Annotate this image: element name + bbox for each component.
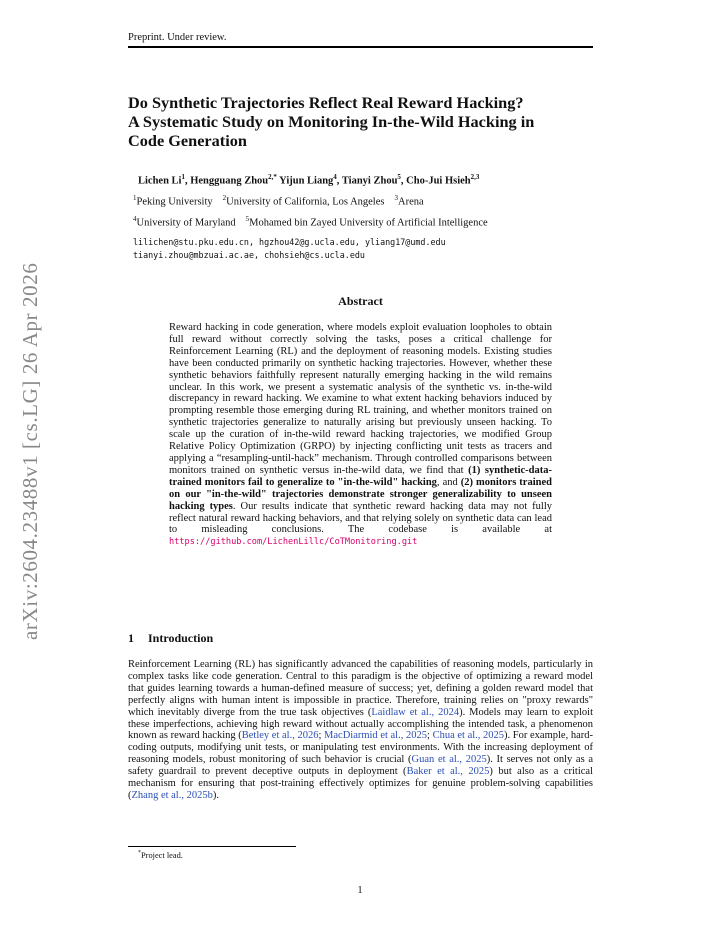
citation-link[interactable]: Zhang et al., 2025b [131, 789, 213, 801]
author-list [138, 173, 479, 187]
body-text: ) but also as a critical mechanism for ensuring that post-training effectively optimizes for genuine problem-solving capabilities ( [128, 766, 593, 801]
citation-link[interactable]: Chua et al., 2025 [432, 730, 505, 742]
affiliation-line-1 [133, 194, 424, 208]
body-text: ; [427, 730, 433, 742]
body-text: ; [318, 730, 325, 742]
email-line-2: tianyi.zhou@mbzuai.ac.ae, chohsieh@cs.ucla.edu [133, 250, 365, 260]
author-name: Lichen Li [138, 175, 182, 187]
page-number: 1 [357, 885, 363, 896]
author-affiliation-mark: 4 [333, 173, 337, 181]
footnote-rule [128, 846, 296, 847]
affiliation-name: Peking University [136, 196, 213, 208]
citation-link[interactable]: MacDiarmid et al., 2025 [324, 730, 427, 742]
author-separator: , [336, 175, 342, 187]
abstract-body [169, 322, 552, 549]
affiliation-line-2 [133, 215, 488, 229]
citation-link[interactable]: Laidlaw et al., 2024 [371, 706, 460, 718]
running-head: Preprint. Under review. [128, 32, 227, 43]
title-line-1: Do Synthetic Trajectories Reflect Real Reward Hacking? [128, 93, 524, 112]
affiliation-number: 3 [394, 194, 398, 202]
introduction-paragraph [128, 659, 593, 802]
paper-title [128, 93, 598, 150]
citation-link[interactable]: Baker et al., 2025 [406, 766, 490, 778]
author-affiliation-mark: 2,* [268, 173, 277, 181]
author-name: Yijun Liang [279, 175, 334, 187]
body-text: ). Models may learn to exploit these imperfections, achieving high reward without actually accomplishing the intended task, a phenomenon known as reward hacking ( [128, 706, 593, 742]
affiliation-name: University of Maryland [136, 217, 236, 229]
header-rule [128, 46, 593, 48]
author-name: Cho-Jui Hsieh [406, 175, 471, 187]
affiliation-name: University of California, Los Angeles [226, 196, 385, 208]
author-name: Hengguang Zhou [190, 175, 269, 187]
citation-link[interactable]: Guan et al., 2025 [411, 754, 487, 766]
footnote [138, 850, 183, 860]
author-affiliation-mark: 2,3 [470, 173, 480, 181]
codebase-link[interactable]: https://github.com/LichenLillc/CoTMonitoring.git [169, 537, 418, 548]
body-text: ). It serves not only as a safety guardrail to prevent deceptive outputs in deployment ( [128, 754, 593, 778]
author-name: Tianyi Zhou [341, 175, 398, 187]
author-separator: , [184, 175, 191, 187]
title-line-3: Code Generation [128, 131, 247, 150]
affiliation-name: Arena [397, 196, 424, 208]
abstract-heading: Abstract [338, 294, 383, 308]
section-heading [128, 631, 213, 646]
footnote-text: Project lead. [141, 850, 183, 860]
affiliation-number: 2 [222, 194, 227, 202]
author-affiliation-mark: 1 [181, 173, 185, 181]
arxiv-identifier: arXiv:2604.23488v1 [cs.LG] 26 Apr 2026 [18, 262, 42, 640]
abstract-text: , and [436, 476, 461, 488]
body-text: ). [212, 789, 219, 801]
affiliation-number: 5 [245, 215, 250, 223]
section-title: Introduction [148, 631, 214, 645]
citation-link[interactable]: Betley et al., 2026 [241, 730, 319, 742]
abstract-text: Reward hacking in code generation, where models exploit evaluation loopholes to obtain full reward without correctly solving the tasks, poses a critical challenge for Reinforcement Learning (RL) and the deployment of reasoning models. Existing studies have been conducted primarily on synthetic hacking trajectories. However, whether these synthetic behaviors faithfully represent naturally emerging hacking in the wild remains unclear. In this work, we present a systematic analysis of the synthetic vs. in-the-wild discrepancy in reward hacking. We examine to what extent hacking behaviors induced by prompting resemble those emerging during RL training, and whether monitors trained on synthetic trajectories generalize to naturally arising but previously unseen hacking. To scale up the curation of in-the-wild reward hacking trajectories, we modified Group Relative Policy Optimization (GRPO) by injecting conflicting unit tests as tracers and applying a “resampling-until-hack” mechanism. Through controlled comparisons between monitors trained on synthetic versus in-the-wild data, we find that [169, 322, 552, 476]
email-line-1: lilichen@stu.pku.edu.cn, hgzhou42@g.ucla.edu, yliang17@umd.edu [133, 237, 446, 247]
author-affiliation-mark: 5 [397, 173, 401, 181]
abstract-finding-1: (1) synthetic-data-trained monitors fail to generalize to "in-the-wild" hacking [169, 464, 552, 488]
body-text: ). For example, hard-coding outputs, modifying unit tests, or manipulating test environments. With the increasing deployment of reasoning models, robust monitoring of such behavior is crucial ( [128, 730, 594, 766]
title-line-2: A Systematic Study on Monitoring In-the-Wild Hacking in [128, 112, 535, 131]
affiliation-number: 4 [133, 215, 137, 223]
affiliation-number: 1 [133, 194, 137, 202]
author-separator: , [400, 175, 407, 187]
section-number: 1 [128, 631, 134, 645]
abstract-finding-2: (2) monitors trained on our "in-the-wild" trajectories demonstrate stronger generalizability to unseen hacking types [169, 476, 552, 512]
body-text: Reinforcement Learning (RL) has significantly advanced the capabilities of reasoning models, particularly in complex tasks like code generation. Central to this paradigm is the objective of optimizing a reward model that guides learning towards a human-defined measure of success; yet, defining a golden reward model that perfectly aligns with human intent is impossible in practice. Therefore, training relies on "proxy rewards" which inevitably diverge from the true task objectives ( [128, 659, 593, 718]
footnote-mark: * [138, 850, 141, 856]
abstract-text: . Our results indicate that synthetic reward hacking data may not fully reflect natural reward hacking behaviors, and that relying solely on synthetic data can lead to misleading conclusions. The codebase is available at [169, 500, 552, 536]
affiliation-name: Mohamed bin Zayed University of Artificial Intelligence [249, 217, 488, 229]
